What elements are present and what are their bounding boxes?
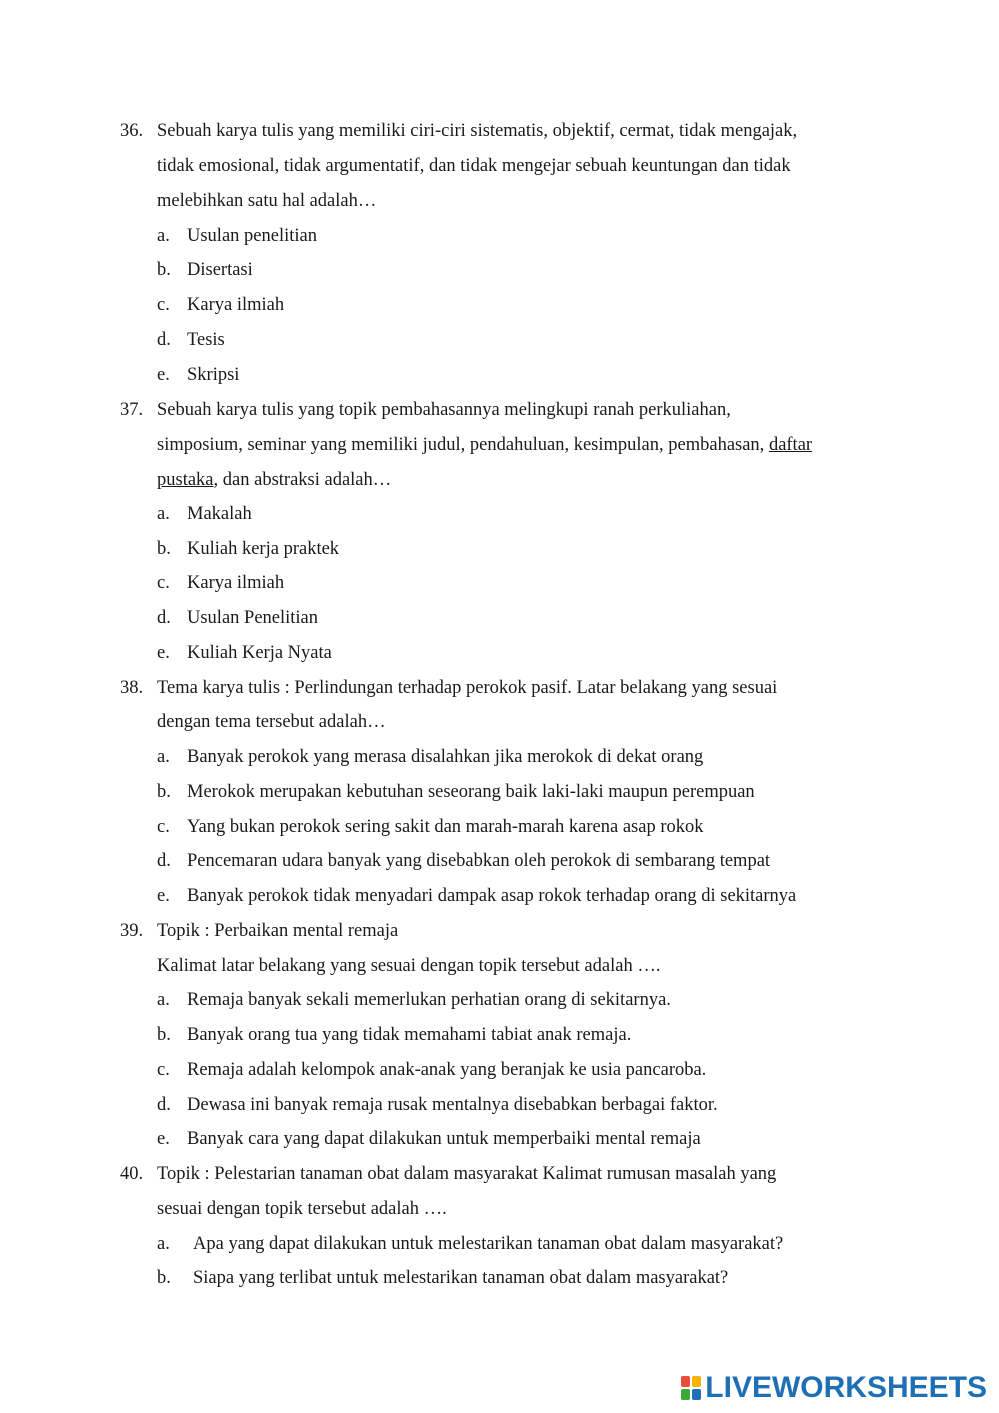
- question-39-option-e-letter: e.: [157, 1129, 170, 1149]
- question-37-option-e-letter: e.: [157, 643, 170, 663]
- question-38-option-a-letter: a.: [157, 747, 170, 767]
- question-39-option-c[interactable]: Remaja adalah kelompok anak-anak yang beranjak ke usia pancaroba.: [187, 1060, 707, 1080]
- question-38-option-c[interactable]: Yang bukan perokok sering sakit dan marah-marah karena asap rokok: [187, 817, 704, 837]
- question-37-option-a[interactable]: Makalah: [187, 504, 252, 524]
- question-40-option-b-letter: b.: [157, 1268, 171, 1288]
- question-37-text-line-3-rest: , dan abstraksi adalah…: [213, 470, 392, 490]
- question-39-option-d[interactable]: Dewasa ini banyak remaja rusak mentalnya disebabkan berbagai faktor.: [187, 1095, 718, 1115]
- question-37-text-line-3: [157, 468, 391, 492]
- question-37-option-a-letter: a.: [157, 504, 170, 524]
- logo-square-blue: [692, 1389, 701, 1400]
- question-38-text-line-1: Tema karya tulis : Perlindungan terhadap perokok pasif. Latar belakang yang sesuai: [157, 678, 778, 698]
- question-39-text-line-1: Topik : Perbaikan mental remaja: [157, 921, 399, 941]
- question-36-option-d-letter: d.: [157, 330, 171, 350]
- question-39-text-line-2: Kalimat latar belakang yang sesuai dengan topik tersebut adalah ….: [157, 956, 661, 976]
- question-38-option-e-letter: e.: [157, 886, 170, 906]
- question-39-option-a[interactable]: Remaja banyak sekali memerlukan perhatian orang di sekitarnya.: [187, 990, 671, 1010]
- question-36-option-d[interactable]: Tesis: [187, 330, 225, 350]
- question-39-option-d-letter: d.: [157, 1095, 171, 1115]
- question-37-option-b[interactable]: Kuliah kerja praktek: [187, 539, 340, 559]
- logo-square-green: [681, 1389, 690, 1400]
- question-36-text-line-3: melebihkan satu hal adalah…: [157, 191, 377, 211]
- question-40-option-b[interactable]: Siapa yang terlibat untuk melestarikan tanaman obat dalam masyarakat?: [193, 1268, 729, 1288]
- question-37-text-line-2: [157, 433, 812, 457]
- question-40-option-a-letter: a.: [157, 1234, 170, 1254]
- question-38-option-b[interactable]: Merokok merupakan kebutuhan seseorang baik laki-laki maupun perempuan: [187, 782, 755, 802]
- question-40-text-line-1: Topik : Pelestarian tanaman obat dalam masyarakat Kalimat rumusan masalah yang: [157, 1164, 777, 1184]
- question-37-pustaka-underlined: pustaka: [157, 470, 214, 490]
- question-39-option-a-letter: a.: [157, 990, 170, 1010]
- logo-square-yellow: [692, 1376, 701, 1387]
- question-37-option-e[interactable]: Kuliah Kerja Nyata: [187, 643, 332, 663]
- question-36-text-line-1: Sebuah karya tulis yang memiliki ciri-ciri sistematis, objektif, cermat, tidak mengajak,: [157, 121, 798, 141]
- question-36-option-a-letter: a.: [157, 226, 170, 246]
- question-40-option-a[interactable]: Apa yang dapat dilakukan untuk melestarikan tanaman obat dalam masyarakat?: [193, 1234, 784, 1254]
- question-36-option-c-letter: c.: [157, 295, 170, 315]
- question-40-text-line-2: sesuai dengan topik tersebut adalah ….: [157, 1199, 447, 1219]
- question-37-daftar-underlined: daftar: [768, 435, 813, 455]
- question-39-option-b-letter: b.: [157, 1025, 171, 1045]
- question-36-option-b-letter: b.: [157, 260, 171, 280]
- question-39-number: 39.: [120, 921, 144, 941]
- question-37-option-b-letter: b.: [157, 539, 171, 559]
- question-37-number: 37.: [120, 400, 144, 420]
- question-36-number: 36.: [120, 121, 144, 141]
- question-36-option-c[interactable]: Karya ilmiah: [187, 295, 285, 315]
- question-38-option-c-letter: c.: [157, 817, 170, 837]
- question-40-number: 40.: [120, 1164, 144, 1184]
- question-37-option-d-letter: d.: [157, 608, 171, 628]
- question-38-option-b-letter: b.: [157, 782, 171, 802]
- question-38-option-a[interactable]: Banyak perokok yang merasa disalahkan jika merokok di dekat orang: [187, 747, 704, 767]
- question-36-text-line-2: tidak emosional, tidak argumentatif, dan tidak mengejar sebuah keuntungan dan tidak: [157, 156, 791, 176]
- question-39-option-c-letter: c.: [157, 1060, 170, 1080]
- question-36-option-a[interactable]: Usulan penelitian: [187, 226, 317, 246]
- question-37-text-line-2-main: simposium, seminar yang memiliki judul, pendahuluan, kesimpulan, pembahasan,: [157, 435, 765, 455]
- question-36-option-e-letter: e.: [157, 365, 170, 385]
- question-39-option-e[interactable]: Banyak cara yang dapat dilakukan untuk memperbaiki mental remaja: [187, 1129, 701, 1149]
- liveworksheets-logo: [681, 1371, 987, 1405]
- question-38-number: 38.: [120, 678, 144, 698]
- question-38-option-e[interactable]: Banyak perokok tidak menyadari dampak asap rokok terhadap orang di sekitarnya: [187, 886, 797, 906]
- question-38-text-line-2: dengan tema tersebut adalah…: [157, 712, 386, 732]
- question-37-option-d[interactable]: Usulan Penelitian: [187, 608, 319, 628]
- liveworksheets-logo-text: LIVEWORKSHEETS: [705, 1371, 987, 1404]
- question-37-option-c[interactable]: Karya ilmiah: [187, 573, 285, 593]
- question-39-option-b[interactable]: Banyak orang tua yang tidak memahami tabiat anak remaja.: [187, 1025, 632, 1045]
- question-37-text-line-1: Sebuah karya tulis yang topik pembahasannya melingkupi ranah perkuliahan,: [157, 400, 731, 420]
- question-37-option-c-letter: c.: [157, 573, 170, 593]
- question-36-option-b[interactable]: Disertasi: [187, 260, 253, 280]
- question-36-option-e[interactable]: Skripsi: [187, 365, 240, 385]
- logo-square-red: [681, 1376, 690, 1387]
- question-38-option-d-letter: d.: [157, 851, 171, 871]
- liveworksheets-logo-icon: [681, 1376, 701, 1400]
- question-38-option-d[interactable]: Pencemaran udara banyak yang disebabkan oleh perokok di sembarang tempat: [187, 851, 771, 871]
